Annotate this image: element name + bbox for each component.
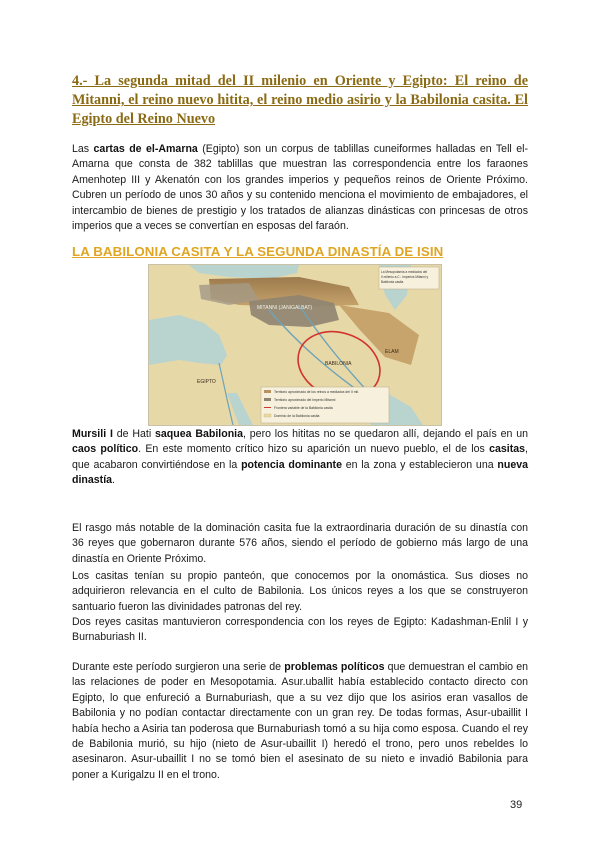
paragraph-duration: El rasgo más notable de la dominación casita fue la extraordinaria duración de su dinastía con 36 reyes que gobernaron durante 576 años, siendo el período de gobierno más largo de una dinastía en Oriente Próximo. [72, 522, 528, 565]
text: . En este momento crítico hizo su aparición un nuevo pueblo, el de los [138, 443, 490, 456]
text: Durante este período surgieron una serie de [72, 661, 285, 673]
text: , que acabaron convirtiéndose en la [72, 443, 528, 471]
map-legend-swatch [264, 398, 271, 401]
text: , pero los hititas no se quedaron allí, dejando el país en un [243, 428, 528, 440]
map-label-babilonia: BABILONIA [325, 361, 352, 367]
text: en la zona y establecieron una [341, 458, 498, 471]
bold-term: cartas de el-Amarna [93, 143, 198, 155]
paragraph-pantheon: Los casitas tenían su propio panteón, que conocemos por la onomástica. Sus dioses no adquirieron relevancia en el culto de Babilonia. Los únicos reyes a los que se construyeron santuario fueron las divinidades patronas del rey. [72, 570, 528, 613]
map-title-line: Babilonia casita [381, 280, 404, 284]
text: que demuestran el cambio en las relaciones de poder en Mesopotamia. Asur.uballit había establecido contacto directo con Egipto, lo que enfureció a Burnaburiash, que a su vez dijo que los asirios eran vasallos de Babilonia y no podían contactar directamente con un gran rey. De todas formas, Asur-ubaillit I había hecho a Asiria tan poderosa que Burnaburiash tomó a su hija como esposa. Cuando el rey de Babilonia murió, su hijo (nieto de Asur-ubaillit I) heredó el trono, pero unos rebeldes lo asesinaron. Asur-ubaillit I no se tomó bien el asesinato de su nieto e invadió Babilonia para poner a Kurigalzu II en el trono. [72, 661, 528, 781]
map-legend-item: Territorio aproximado de los reinos a mediados del II mil. [274, 390, 359, 394]
bold-term: casitas [489, 443, 526, 456]
map-legend-item: Dominio de la Babilonia casita [274, 414, 320, 418]
map-legend-item: Territorio aproximado del Imperio Mitanni [274, 398, 336, 402]
map-image [148, 264, 442, 426]
bold-term: Mursili I [72, 428, 113, 440]
text: . [112, 474, 115, 487]
bold-term: saquea Babilonia [155, 428, 244, 440]
page-number: 39 [510, 799, 523, 811]
bold-term: problemas políticos [284, 661, 385, 673]
map-label-mitanni: MITANNI (JANIGALBAT) [257, 305, 313, 311]
paragraph-amarna [72, 142, 528, 234]
text: de Hati [112, 428, 155, 440]
bold-term: potencia dominante [241, 458, 342, 471]
map-legend-swatch [264, 414, 271, 417]
subheading: LA BABILONIA CASITA Y LA SEGUNDA DINASTÍA DE ISIN [72, 244, 444, 259]
paragraph-problems [72, 660, 528, 783]
map-label-egipto: EGIPTO [197, 379, 216, 385]
bold-term: caos político [72, 443, 139, 456]
map-title-line: La Mesopotamia a mediados del [381, 270, 428, 274]
map-legend-item: Frontera variable de la Babilonia casita [274, 406, 333, 410]
text: Las [72, 143, 94, 155]
text: (Egipto) son un corpus de tablillas cuneiformes halladas en Tell el-Amarna que consta de 382 tablillas que muestran las correspondencia entre los faraones Amenhotep III y Akenatón con los grandes imperios y pequeños reinos de Oriente Próximo. Cubren un período de unos 30 años y su contenido menciona el movimiento de embajadores, el intercambio de bienes de prestigio y los tratados de alianzas dinásticas con princesas de otros imperios que a veces se convertían en esposas del faraón. [72, 143, 528, 233]
paragraph-correspondence: Dos reyes casitas mantuvieron correspondencia con los reyes de Egipto: Kadashman-Enlil I y Burnaburiash II. [72, 616, 528, 644]
map-title-line: II milenio a.C.: Imperios Mitanni y [381, 275, 429, 279]
map-legend-swatch [264, 390, 271, 393]
paragraph-mursili [72, 427, 528, 489]
bold-term: nueva dinastía [72, 458, 528, 487]
section-heading: 4.- La segunda mitad del II milenio en Oriente y Egipto: El reino de Mitanni, el reino nuevo hitita, el reino medio asirio y la Babilonia casita. El Egipto del Reino Nuevo [72, 73, 528, 127]
map-label-elam: ELAM [385, 349, 399, 355]
